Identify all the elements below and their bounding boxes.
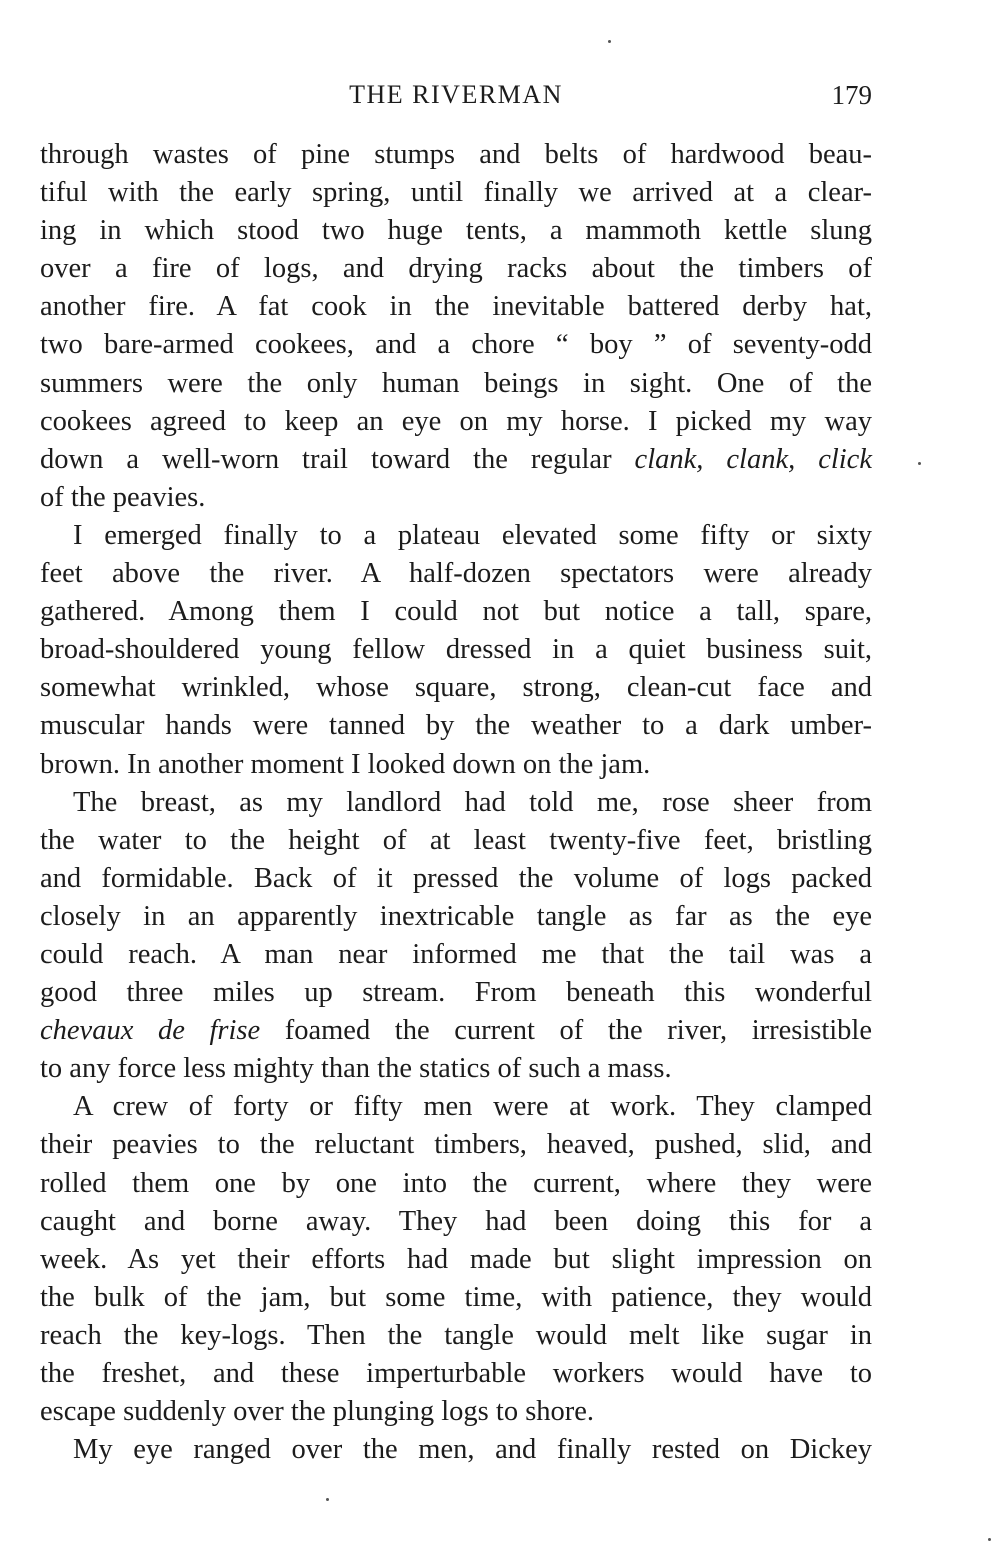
text-line: the bulk of the jam, but some time, with patience, they would <box>40 1281 872 1313</box>
text-line: cookees agreed to keep an eye on my horse. I picked my way <box>40 405 872 437</box>
scan-speck <box>326 1498 329 1501</box>
text-line: and formidable. Back of it pressed the volume of logs packed <box>40 862 872 894</box>
text-line: The breast, as my landlord had told me, rose sheer from <box>73 786 872 818</box>
text-line <box>40 441 872 479</box>
paragraph-5 <box>40 1431 872 1469</box>
text-line: somewhat wrinkled, whose square, strong, clean-cut face and <box>40 672 872 704</box>
text-line: caught and borne away. They had been doing this for a <box>40 1205 872 1237</box>
text-line: of the peavies. <box>40 481 206 513</box>
text-line: My eye ranged over the men, and finally rested on Dickey <box>73 1434 872 1466</box>
running-title: THE RIVERMAN <box>349 80 563 109</box>
italic-phrase: clank, clank, click <box>634 443 872 475</box>
text-line: rolled them one by one into the current, where they were <box>40 1167 872 1199</box>
text-line: the water to the height of at least twenty-five feet, bristling <box>40 824 872 856</box>
scan-speck <box>608 40 611 43</box>
scan-speck <box>988 1538 991 1541</box>
paragraph-4 <box>40 1088 872 1431</box>
text-line: closely in an apparently inextricable tangle as far as the eye <box>40 900 872 932</box>
text-line: feet above the river. A half-dozen spectators were already <box>40 558 872 590</box>
text-line: reach the key-logs. Then the tangle would melt like sugar in <box>40 1319 872 1351</box>
text-line: could reach. A man near informed me that the tail was a <box>40 938 872 970</box>
text-line: two bare-armed cookees, and a chore “ boy ” of seventy-odd <box>40 329 872 361</box>
text-segment: down a well-worn trail toward the regular <box>40 443 635 475</box>
text-line: their peavies to the reluctant timbers, heaved, pushed, slid, and <box>40 1129 872 1161</box>
text-line: I emerged finally to a plateau elevated some fifty or sixty <box>73 519 872 551</box>
page-number: 179 <box>831 80 872 110</box>
body-text <box>40 136 872 1469</box>
scan-speck <box>918 462 921 465</box>
text-line: brown. In another moment I looked down on the jam. <box>40 748 651 780</box>
paragraph-2 <box>40 517 872 784</box>
text-line: gathered. Among them I could not but notice a tall, spare, <box>40 596 872 628</box>
text-line: week. As yet their efforts had made but slight impression on <box>40 1243 872 1275</box>
paragraph-3 <box>40 784 872 1089</box>
text-line: to any force less mighty than the statics of such a mass. <box>40 1053 672 1085</box>
text-line: A crew of forty or fifty men were at work. They clamped <box>73 1091 872 1123</box>
text-line: summers were the only human beings in sight. One of the <box>40 367 872 399</box>
text-line <box>40 1012 872 1050</box>
text-line: the freshet, and these imperturbable workers would have to <box>40 1358 872 1389</box>
text-line: another fire. A fat cook in the inevitable battered derby hat, <box>40 291 872 323</box>
paragraph-1 <box>40 136 872 517</box>
text-line: broad-shouldered young fellow dressed in a quiet business suit, <box>40 634 872 666</box>
text-line: over a fire of logs, and drying racks about the timbers of <box>40 253 872 285</box>
running-header <box>40 80 872 120</box>
text-line: through wastes of pine stumps and belts of hardwood beau- <box>40 139 872 170</box>
text-line: muscular hands were tanned by the weather to a dark umber- <box>40 710 872 742</box>
text-line: ing in which stood two huge tents, a mammoth kettle slung <box>40 215 872 247</box>
italic-phrase: chevaux de frise <box>40 1015 261 1047</box>
text-line: tiful with the early spring, until finally we arrived at a clear- <box>40 177 872 209</box>
text-line: good three miles up stream. From beneath this wonderful <box>40 977 872 1009</box>
text-line: escape suddenly over the plunging logs to shore. <box>40 1396 595 1428</box>
text-segment: foamed the current of the river, irresistible <box>260 1015 873 1047</box>
